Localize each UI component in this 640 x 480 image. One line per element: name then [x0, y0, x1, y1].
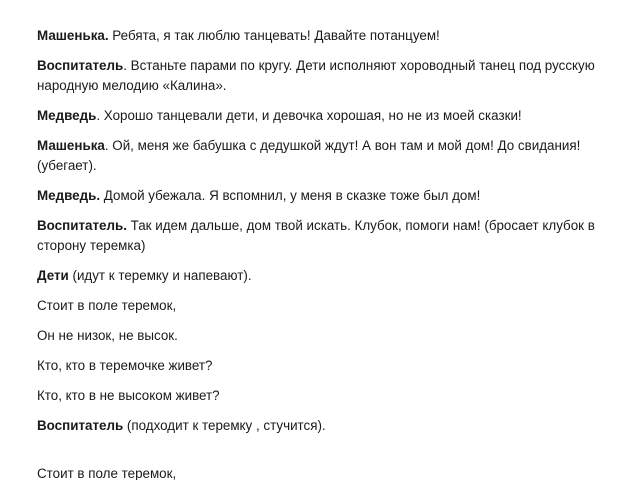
verse-line-2	[37, 326, 600, 346]
paragraph-1	[37, 26, 600, 46]
paragraph-5	[37, 186, 600, 206]
speaker-label: Машенька	[37, 138, 105, 153]
speaker-label: Воспитатель.	[37, 218, 127, 233]
paragraph-text: Кто, кто в теремочке живет?	[37, 358, 213, 373]
speaker-label: Медведь	[37, 108, 97, 123]
paragraph-text: . Хорошо танцевали дети, и девочка хорошая, но не из моей сказки!	[96, 108, 522, 123]
paragraph-text: Ребята, я так люблю танцевать! Давайте потанцуем!	[108, 28, 440, 43]
paragraph-text: (подходит к теремку , стучится).	[123, 418, 326, 433]
paragraph-text: (идут к теремку и напевают).	[68, 268, 252, 283]
paragraph-text: Так идем дальше, дом твой искать. Клубок, помоги нам! (бросает клубок в сторону теремка)	[37, 218, 595, 253]
paragraph-text: Домой убежала. Я вспомнил, у меня в сказке тоже был дом!	[100, 188, 481, 203]
speaker-label: Медведь.	[37, 188, 101, 203]
paragraph-2	[37, 56, 600, 96]
verse-line-4	[37, 386, 600, 406]
paragraph-text: Стоит в поле теремок,	[37, 466, 177, 480]
paragraph-text: Он не низок, не высок.	[37, 328, 178, 343]
speaker-label: Дети	[37, 268, 69, 283]
speaker-label: Машенька.	[37, 28, 109, 43]
verse-line-5	[37, 464, 600, 480]
paragraph-7	[37, 266, 600, 286]
paragraph-text: Кто, кто в не высоком живет?	[37, 388, 220, 403]
paragraph-text: . Ой, меня же бабушка с дедушкой ждут! А вон там и мой дом! До свидания! (убегает).	[37, 138, 581, 173]
paragraph-text: Стоит в поле теремок,	[37, 298, 177, 313]
paragraph-3	[37, 106, 600, 126]
paragraph-text: . Встаньте парами по кругу. Дети исполняют хороводный танец под русскую народную мелодию «Калина».	[37, 58, 595, 93]
speaker-label: Воспитатель	[37, 418, 124, 433]
paragraph-4	[37, 136, 600, 176]
verse-line-1	[37, 296, 600, 316]
speaker-label: Воспитатель	[37, 58, 124, 73]
verse-line-3	[37, 356, 600, 376]
paragraph-6	[37, 216, 600, 256]
paragraph-8	[37, 416, 600, 436]
